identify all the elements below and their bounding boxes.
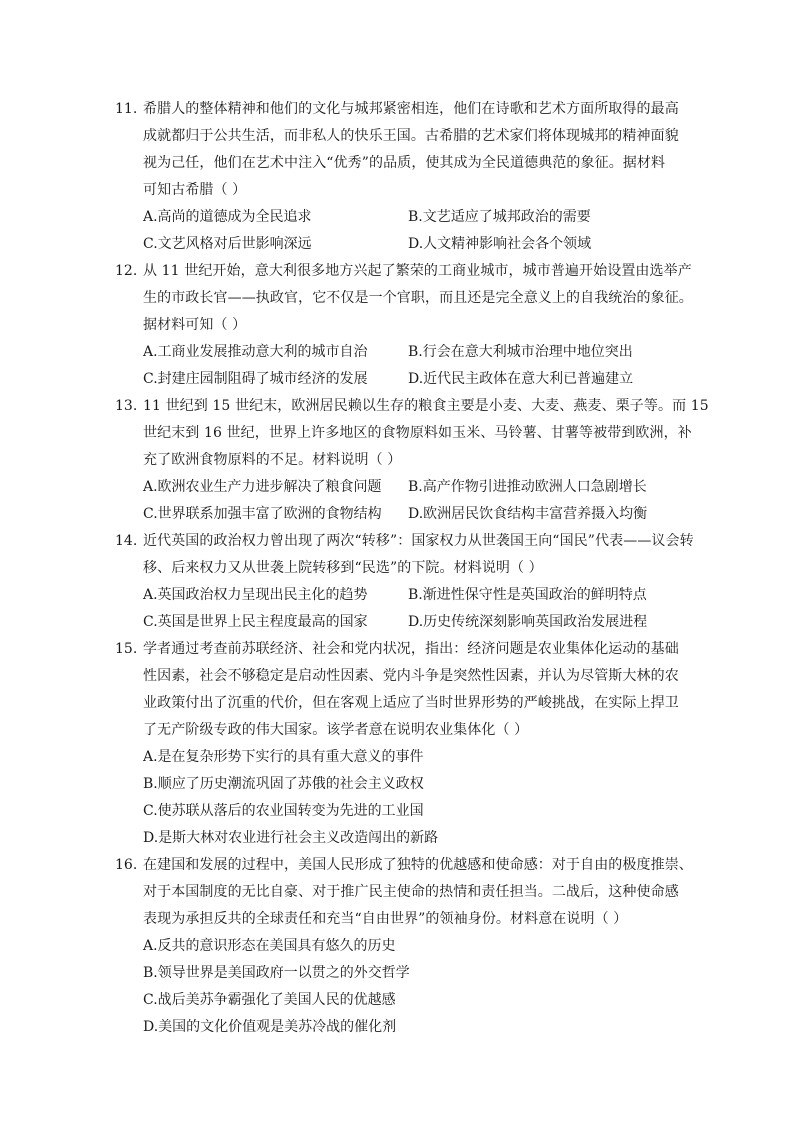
question-stem-line: 近代英国的政治权力曾出现了两次“转移”：国家权力从世袭国王向“国民”代表——议会转	[143, 533, 694, 549]
question-number: 11.	[115, 101, 138, 117]
option-b: B.领导世界是美国政府一以贯之的外交哲学	[143, 965, 410, 981]
question-stem-line: 性因素，社会不够稳定是启动性因素、党内斗争是突然性因素，并认为尽管斯大林的农	[143, 668, 679, 684]
question-stem-line: 学者通过考查前苏联经济、社会和党内状况，指出：经济问题是农业集体化运动的基础	[143, 641, 679, 657]
option-a: A.欧洲农业生产力进步解决了粮食问题	[143, 479, 382, 495]
option-d: D.近代民主政体在意大利已普遍建立	[408, 371, 634, 387]
question-number: 16.	[115, 857, 138, 873]
option-a: A.反共的意识形态在美国具有悠久的历史	[143, 938, 396, 954]
option-a: A.是在复杂形势下实行的具有重大意义的事件	[143, 749, 424, 765]
question-stem-line: 了无产阶级专政的伟大国家。该学者意在说明农业集体化（ ）	[143, 722, 529, 738]
question-stem-line: 希腊人的整体精神和他们的文化与城邦紧密相连，他们在诗歌和艺术方面所取得的最高	[143, 101, 679, 117]
question-stem-line: 生的市政长官——执政官，它不仅是一个官职，而且还是完全意义上的自我统治的象征。	[143, 290, 693, 306]
option-c: C.封建庄园制阻碍了城市经济的发展	[143, 371, 368, 387]
question-number: 12.	[115, 263, 138, 279]
option-c: C.世界联系加强丰富了欧洲的食物结构	[143, 506, 382, 522]
question-stem-line: 对于本国制度的无比自豪、对于推广民主使命的热情和责任担当。二战后，这种使命感	[143, 884, 679, 900]
question-number: 13.	[115, 398, 138, 414]
option-b: B.渐进性保守性是英国政治的鲜明特点	[408, 587, 647, 603]
option-b: B.高产作物引进推动欧洲人口急剧增长	[408, 479, 647, 495]
question-stem-line: 从 11 世纪开始，意大利很多地方兴起了繁荣的工商业城市，城市普遍开始设置由选举产	[143, 263, 692, 279]
option-d: D.美国的文化价值观是美苏冷战的催化剂	[143, 1019, 397, 1035]
option-c: C.使苏联从落后的农业国转变为先进的工业国	[143, 803, 424, 819]
option-d: D.历史传统深刻影响英国政治发展进程	[408, 614, 648, 630]
question-stem-line: 可知古希腊（ ）	[143, 182, 247, 198]
question-stem-line: 业政策付出了沉重的代价，但在客观上适应了当时世界形势的严峻挑战，在实际上捍卫	[143, 695, 679, 711]
option-d: D.欧洲居民饮食结构丰富营养摄入均衡	[408, 506, 648, 522]
question-stem-line: 视为己任，他们在艺术中注入“优秀”的品质，使其成为全民道德典范的象征。据材料	[143, 155, 666, 171]
option-b: B.文艺适应了城邦政治的需要	[408, 209, 591, 225]
question-stem-line: 11 世纪到 15 世纪末，欧洲居民赖以生存的粮食主要是小麦、大麦、燕麦、栗子等。而 15	[143, 398, 709, 414]
question-stem-line: 世纪末到 16 世纪，世界上许多地区的食物原料如玉米、马铃薯、甘薯等被带到欧洲，补	[143, 425, 692, 441]
question-number: 14.	[115, 533, 138, 549]
question-stem-line: 成就都归于公共生活，而非私人的快乐王国。古希腊的艺术家们将体现城邦的精神面貌	[143, 128, 679, 144]
option-d: D.是斯大林对农业进行社会主义改造闯出的新路	[143, 830, 439, 846]
option-a: A.高尚的道德成为全民追求	[143, 209, 312, 225]
option-c: C.战后美苏争霸强化了美国人民的优越感	[143, 992, 396, 1008]
option-b: B.顺应了历史潮流巩固了苏俄的社会主义政权	[143, 776, 424, 792]
question-stem-line: 充了欧洲食物原料的不足。材料说明（ ）	[143, 452, 402, 468]
option-a: A.英国政治权力呈现出民主化的趋势	[143, 587, 368, 603]
question-stem-line: 据材料可知（ ）	[143, 317, 247, 333]
option-b: B.行会在意大利城市治理中地位突出	[408, 344, 633, 360]
question-number: 15.	[115, 641, 138, 657]
question-stem-line: 移、后来权力又从世袭上院转移到“民选”的下院。材料说明（ ）	[143, 560, 543, 576]
question-stem-line: 表现为承担反共的全球责任和充当“自由世界”的领袖身份。材料意在说明（ ）	[143, 911, 628, 927]
option-d: D.人文精神影响社会各个领域	[408, 236, 592, 252]
option-a: A.工商业发展推动意大利的城市自治	[143, 344, 368, 360]
option-c: C.文艺风格对后世影响深远	[143, 236, 312, 252]
option-c: C.英国是世界上民主程度最高的国家	[143, 614, 368, 630]
question-stem-line: 在建国和发展的过程中，美国人民形成了独特的优越感和使命感：对于自由的极度推崇、	[143, 857, 693, 873]
